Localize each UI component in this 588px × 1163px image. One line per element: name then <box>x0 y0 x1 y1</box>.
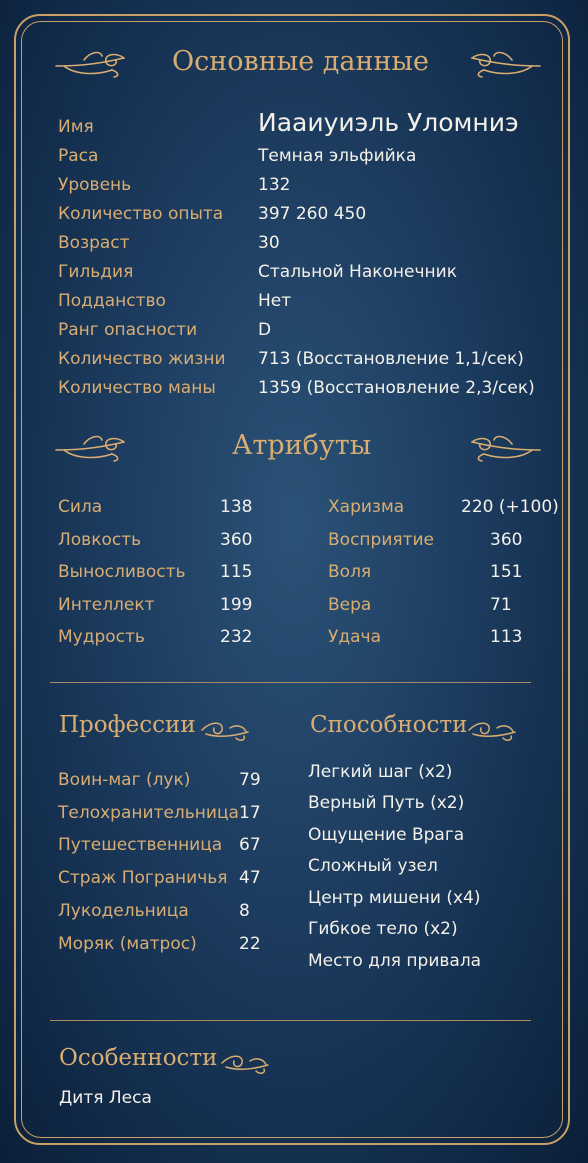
profession-value: 17 <box>239 803 261 823</box>
basic-label: Имя <box>58 117 94 137</box>
attribute-row <box>0 592 588 618</box>
flourish-small-icon <box>467 716 517 744</box>
feature-item: Дитя Леса <box>59 1088 152 1108</box>
basic-row <box>0 259 588 285</box>
attribute-label: Воля <box>328 562 372 582</box>
basic-row <box>0 288 588 314</box>
basic-value: 1359 (Восстановление 2,3/сек) <box>258 378 535 398</box>
basic-label: Гильдия <box>58 262 134 282</box>
attributes-title: Атрибуты <box>232 430 372 461</box>
attribute-value: 113 <box>490 627 523 647</box>
profession-label: Моряк (матрос) <box>58 934 197 954</box>
flourish-left-icon <box>54 46 126 80</box>
professions-title: Профессии <box>59 712 196 738</box>
basic-label: Количество жизни <box>58 349 226 369</box>
ability-item: Легкий шаг (х2) <box>308 762 453 782</box>
ability-item: Гибкое тело (х2) <box>308 919 458 939</box>
flourish-small-icon <box>220 1049 270 1077</box>
attribute-row <box>0 624 588 650</box>
basic-row <box>0 201 588 227</box>
profession-value: 8 <box>239 901 250 921</box>
basic-label: Раса <box>58 146 99 166</box>
profession-row <box>0 865 588 891</box>
basic-label: Количество маны <box>58 378 216 398</box>
attribute-value: 199 <box>220 595 253 615</box>
profession-row <box>0 898 588 924</box>
profession-label: Телохранительница <box>58 803 239 823</box>
ability-item: Ощущение Врага <box>308 825 465 845</box>
character-name: Иааиуиэль Уломниэ <box>258 108 519 137</box>
divider <box>50 682 531 683</box>
basic-value: 132 <box>258 175 291 195</box>
features-title: Особенности <box>59 1045 218 1071</box>
basic-value: 713 (Восстановление 1,1/сек) <box>258 349 524 369</box>
basic-row <box>0 317 588 343</box>
attribute-label: Ловкость <box>58 530 142 550</box>
attribute-label: Вера <box>328 595 372 615</box>
ability-item: Место для привала <box>308 951 482 971</box>
attribute-label: Интеллект <box>58 595 155 615</box>
basic-row <box>0 108 588 140</box>
basic-value: 30 <box>258 233 280 253</box>
ability-item: Сложный узел <box>308 856 438 876</box>
ability-item: Верный Путь (х2) <box>308 793 465 813</box>
attribute-label: Мудрость <box>58 627 145 647</box>
basic-row <box>0 172 588 198</box>
attribute-label: Восприятие <box>328 530 435 550</box>
abilities-title: Способности <box>310 712 468 738</box>
flourish-right-icon <box>470 430 542 464</box>
basic-title: Основные данные <box>172 46 429 77</box>
profession-row <box>0 767 588 793</box>
profession-value: 22 <box>239 934 261 954</box>
profession-label: Страж Пограничья <box>58 868 228 888</box>
basic-row <box>0 230 588 256</box>
profession-label: Путешественница <box>58 835 223 855</box>
basic-row <box>0 346 588 372</box>
attribute-value: 151 <box>490 562 523 582</box>
profession-label: Воин-маг (лук) <box>58 770 191 790</box>
basic-label: Ранг опасности <box>58 320 198 340</box>
basic-value: Стальной Наконечник <box>258 262 457 282</box>
attribute-value: 115 <box>220 562 253 582</box>
basic-row <box>0 375 588 401</box>
flourish-left-icon <box>54 430 126 464</box>
attribute-row <box>0 527 588 553</box>
attribute-value: 360 <box>220 530 253 550</box>
attribute-value: 360 <box>490 530 523 550</box>
basic-label: Уровень <box>58 175 132 195</box>
basic-label: Количество опыта <box>58 204 224 224</box>
profession-label: Лукодельница <box>58 901 189 921</box>
attribute-label: Харизма <box>328 497 405 517</box>
attribute-row <box>0 559 588 585</box>
attribute-value: 220 (+100) <box>461 497 559 517</box>
attribute-row <box>0 494 588 520</box>
attribute-label: Сила <box>58 497 103 517</box>
attribute-label: Удача <box>328 627 381 647</box>
basic-value: Темная эльфийка <box>258 146 417 166</box>
attribute-value: 138 <box>220 497 253 517</box>
attribute-value: 232 <box>220 627 253 647</box>
profession-row <box>0 800 588 826</box>
basic-value: Нет <box>258 291 292 311</box>
profession-value: 67 <box>239 835 261 855</box>
profession-row <box>0 832 588 858</box>
divider <box>50 1020 531 1021</box>
ability-item: Центр мишени (х4) <box>308 888 481 908</box>
basic-label: Подданство <box>58 291 166 311</box>
basic-label: Возраст <box>58 233 130 253</box>
attribute-label: Выносливость <box>58 562 186 582</box>
profession-value: 47 <box>239 868 261 888</box>
basic-value: 397 260 450 <box>258 204 367 224</box>
flourish-small-icon <box>200 716 250 744</box>
basic-row <box>0 143 588 169</box>
profession-row <box>0 931 588 957</box>
attribute-value: 71 <box>490 595 512 615</box>
basic-value: D <box>258 320 272 340</box>
profession-value: 79 <box>239 770 261 790</box>
flourish-right-icon <box>470 46 542 80</box>
